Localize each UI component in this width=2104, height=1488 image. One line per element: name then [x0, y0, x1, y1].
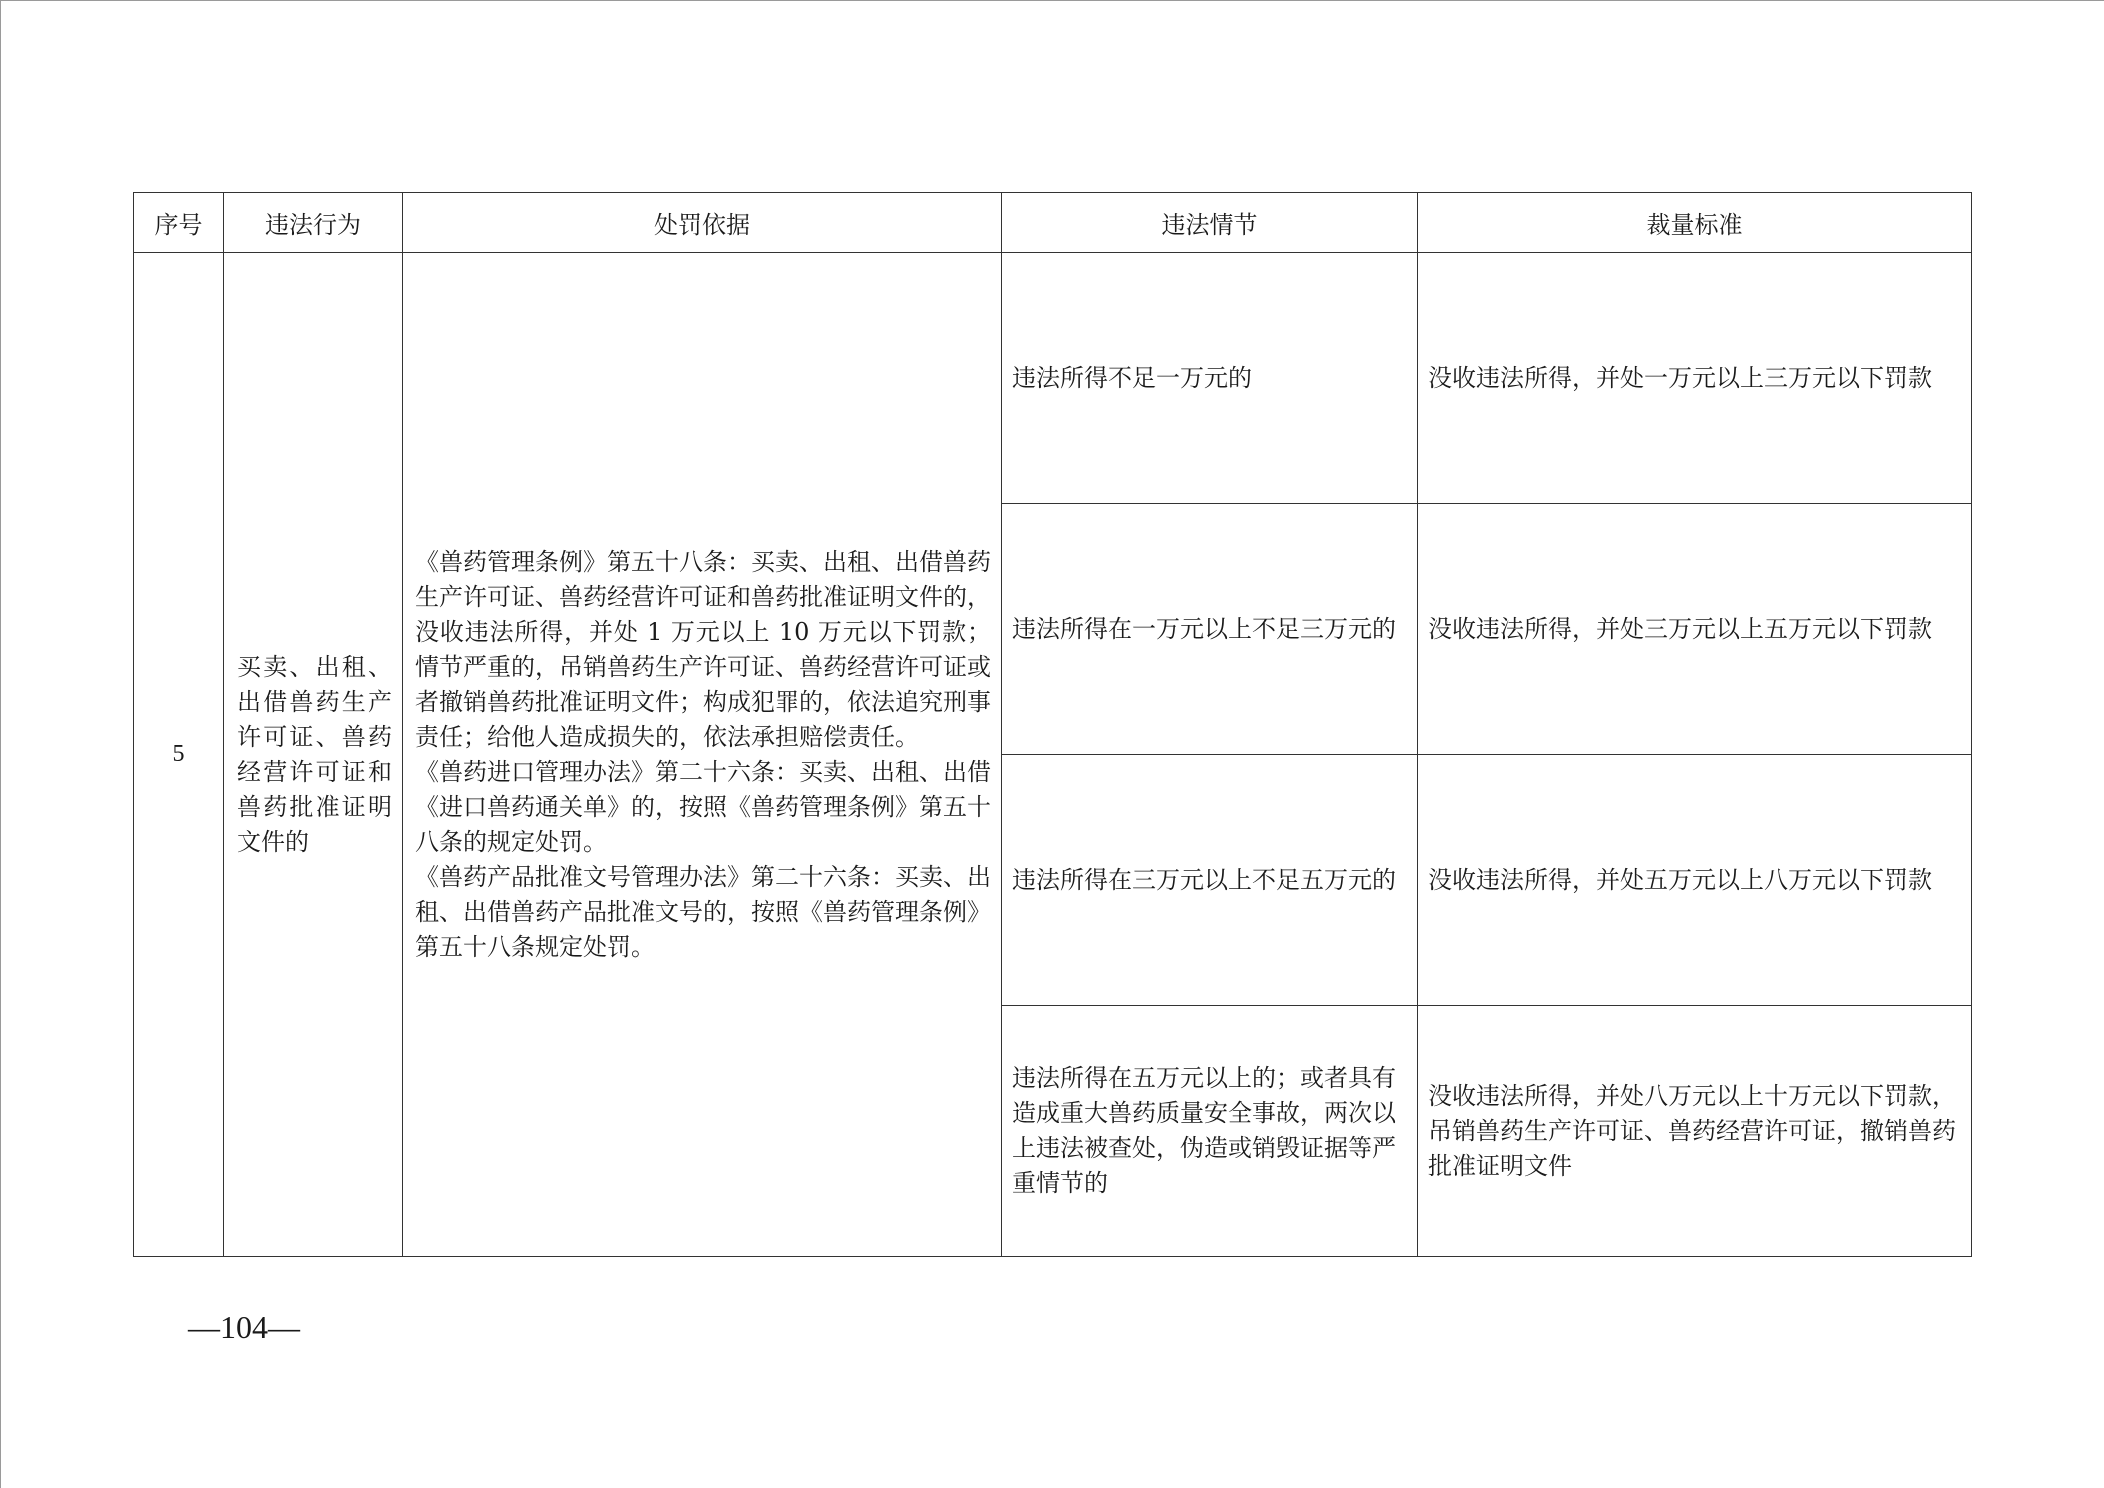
standard-cell: 没收违法所得，并处三万元以上五万元以下罚款	[1418, 504, 1972, 755]
table-header-row	[134, 193, 1972, 253]
header-standard: 裁量标准	[1418, 193, 1972, 253]
header-seq: 序号	[134, 193, 224, 253]
circumstance-cell: 违法所得在三万元以上不足五万元的	[1002, 755, 1418, 1006]
illegal-act-cell: 买卖、出租、出借兽药生产许可证、兽药经营许可证和兽药批准证明文件的	[224, 253, 403, 1257]
circumstance-cell: 违法所得不足一万元的	[1002, 253, 1418, 504]
standard-cell: 没收违法所得，并处一万元以上三万元以下罚款	[1418, 253, 1972, 504]
page-number: —104—	[188, 1309, 300, 1345]
standard-cell: 没收违法所得，并处五万元以上八万元以下罚款	[1418, 755, 1972, 1006]
basis-paragraph: 《兽药产品批准文号管理办法》第二十六条：买卖、出租、出借兽药产品批准文号的，按照《兽药管理条例》第五十八条规定处罚。	[415, 862, 991, 961]
header-basis: 处罚依据	[403, 193, 1002, 253]
table-row	[134, 253, 1972, 504]
penalty-basis-cell	[403, 253, 1002, 1257]
standard-cell: 没收违法所得，并处八万元以上十万元以下罚款，吊销兽药生产许可证、兽药经营许可证，撤销兽药批准证明文件	[1418, 1006, 1972, 1257]
basis-paragraph: 《兽药进口管理办法》第二十六条：买卖、出租、出借《进口兽药通关单》的，按照《兽药管理条例》第五十八条的规定处罚。	[415, 757, 991, 856]
circumstance-cell: 违法所得在一万元以上不足三万元的	[1002, 504, 1418, 755]
seq-cell: 5	[134, 253, 224, 1257]
basis-paragraph: 《兽药管理条例》第五十八条：买卖、出租、出借兽药生产许可证、兽药经营许可证和兽药批准证明文件的，没收违法所得，并处 1 万元以上 10 万元以下罚款；情节严重的，吊销兽药生产许可证、兽药经营许可证或者撤销兽药批准证明文件；构成犯罪的，依法追究刑事责任；给他人造成损失的，依法承担赔偿责任。	[415, 547, 991, 751]
header-act: 违法行为	[224, 193, 403, 253]
penalty-table	[133, 192, 1972, 1257]
header-circumstance: 违法情节	[1002, 193, 1418, 253]
circumstance-cell: 违法所得在五万元以上的；或者具有造成重大兽药质量安全事故，两次以上违法被查处，伪造或销毁证据等严重情节的	[1002, 1006, 1418, 1257]
